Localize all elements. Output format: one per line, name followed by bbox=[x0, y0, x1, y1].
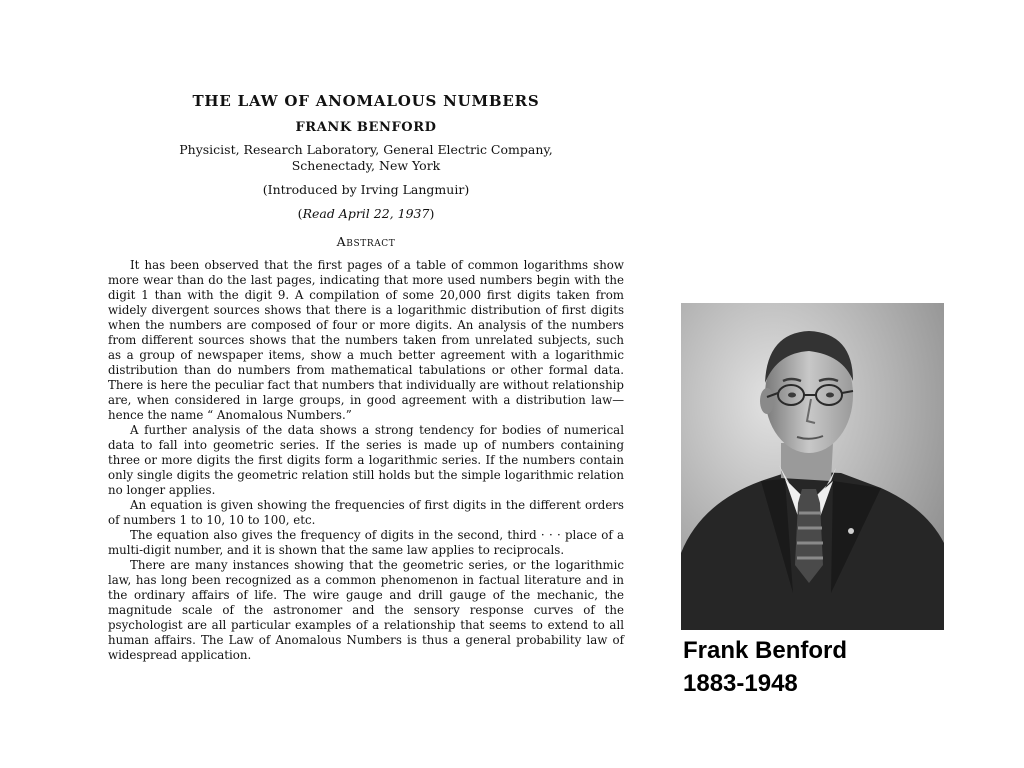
caption-name: Frank Benford bbox=[683, 637, 848, 664]
abstract-paragraph: The equation also gives the frequency of digits in the second, third · · · place of a multi-digit number, and it is shown that the same law applies to reciprocals. bbox=[108, 528, 624, 557]
abstract-paragraph: It has been observed that the first pages of a table of common logarithms show more wear than do the last pages, indicating that more used numbers begin with the digit 1 than with the digit 9. A compilation of some 20,000 first digits taken from widely divergent sources shows that there is a logarithmic distribution of first digits when the numbers are composed of four or more digits. An analysis of the numbers from different sources shows that the numbers taken from unrelated subjects, such as a group of newspaper items, show a much better agreement with a logarithmic distribution than do numbers from mathematical tabulations or other formal data. There is here the peculiar fact that numbers that individually are without relationship are, when considered in large groups, in good agreement with a distribution law—hence the name “ Anomalous Numbers.” bbox=[108, 258, 624, 422]
abstract-paragraph: An equation is given showing the frequencies of first digits in the different orders of numbers 1 to 10, 10 to 100, etc. bbox=[108, 498, 624, 527]
portrait-photo bbox=[681, 303, 944, 630]
read-date: Read April 22, 1937 bbox=[302, 206, 430, 221]
caption-years: 1883-1948 bbox=[683, 670, 798, 697]
introduced-by: (Introduced by Irving Langmuir) bbox=[262, 182, 470, 197]
paper-author: FRANK BENFORD bbox=[295, 120, 437, 135]
abstract-heading: Abstract bbox=[336, 234, 396, 249]
read-close-paren: ) bbox=[429, 206, 435, 221]
affiliation-line-1: Physicist, Research Laboratory, General Electric Company, bbox=[179, 142, 553, 157]
paper-excerpt bbox=[108, 92, 624, 663]
read-date-line bbox=[108, 206, 624, 222]
paper-affiliation bbox=[108, 142, 624, 174]
paper-title: THE LAW OF ANOMALOUS NUMBERS bbox=[192, 92, 540, 110]
affiliation-line-2: Schenectady, New York bbox=[291, 158, 441, 173]
abstract-paragraph: A further analysis of the data shows a strong tendency for bodies of numerical data to fall into geometric series. If the series is made up of numbers containing three or more digits the first digits form a logarithmic series. If the numbers contain only single digits the geometric relation still holds but the simple logarithmic relation no longer applies. bbox=[108, 423, 624, 497]
abstract-paragraph: There are many instances showing that the geometric series, or the logarithmic law, has long been recognized as a common phenomenon in factual literature and in the ordinary affairs of life. The wire gauge and drill gauge of the mechanic, the magnitude scale of the astronomer and the sensory response curves of the psychologist are all particular examples of a relationship that seems to extend to all human affairs. The Law of Anomalous Numbers is thus a general probability law of widespread application. bbox=[108, 558, 624, 662]
portrait-illustration bbox=[681, 303, 944, 630]
read-open-paren: ( bbox=[297, 206, 303, 221]
portrait-caption bbox=[683, 634, 847, 700]
